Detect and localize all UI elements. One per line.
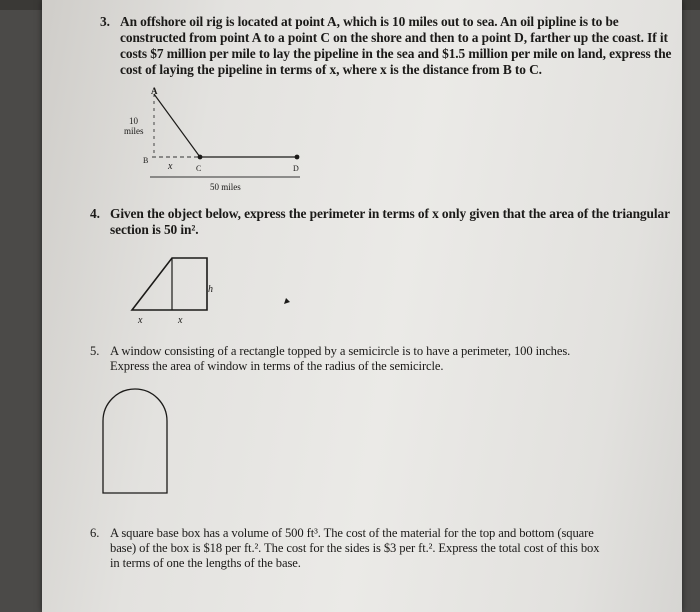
problem-4-line-1: 4. Given the object below, express the perimeter in terms of x only given that the area of the triangular (90, 206, 670, 221)
problem-6 (90, 526, 680, 571)
problem-3-number: 3. (100, 14, 110, 29)
problem-3-line-3: costs $7 million per mile to lay the pipeline in the sea and $1.5 million per mile on land, express the (120, 46, 672, 61)
sea-pipeline-line (154, 94, 200, 157)
problem-6-line-3: in terms of one the lengths of the base. (110, 556, 301, 570)
problem-5-line-2: Express the area of window in terms of the radius of the semicircle. (110, 359, 444, 373)
label-x-left: x (138, 315, 143, 326)
trapezoid-outline (132, 258, 207, 310)
problem-6-number: 6. (90, 526, 100, 540)
problem-5 (90, 344, 680, 374)
problem-4-number: 4. (90, 206, 100, 221)
label-x-right: x (178, 315, 183, 326)
worksheet-page (42, 0, 682, 612)
problem-4-line-2: section is 50 in². (110, 222, 199, 237)
window-diagram (97, 385, 187, 500)
label-a: A (151, 86, 158, 96)
trapezoid-diagram (112, 250, 312, 330)
label-50-miles: 50 miles (210, 182, 241, 192)
label-c: C (196, 164, 202, 173)
problem-6-line-1: 6. A square base box has a volume of 500 ft³. The cost of the material for the top and bottom (square (90, 526, 594, 540)
point-d-dot (295, 155, 300, 160)
problem-3-line-2: constructed from point A to a point C on the shore and then to a point D, farther up the coast. If it (120, 30, 668, 45)
window-outline (103, 389, 167, 493)
label-miles: miles (124, 126, 144, 136)
problem-3-line-1: 3. An offshore oil rig is located at point A, which is 10 miles out to sea. An oil pipline is to be (100, 14, 619, 29)
problem-4 (90, 206, 680, 238)
label-x: x (168, 161, 173, 172)
problem-5-number: 5. (90, 344, 100, 358)
label-b: B (143, 156, 149, 165)
label-d: D (293, 164, 299, 173)
mouse-cursor-icon (284, 298, 290, 304)
label-h: h (208, 284, 213, 295)
label-10: 10 (129, 116, 138, 126)
point-c-dot (198, 155, 203, 160)
problem-5-line-1: 5. A window consisting of a rectangle topped by a semicircle is to have a perimeter, 100 inches. (90, 344, 571, 358)
problem-6-line-2: base) of the box is $18 per ft.². The cost for the sides is $3 per ft.². Express the total cost of this box (110, 541, 600, 555)
problem-3-line-4: cost of laying the pipeline in terms of x, where x is the distance from B to C. (120, 62, 542, 77)
problem-3 (100, 14, 680, 78)
oil-rig-diagram (112, 82, 352, 200)
